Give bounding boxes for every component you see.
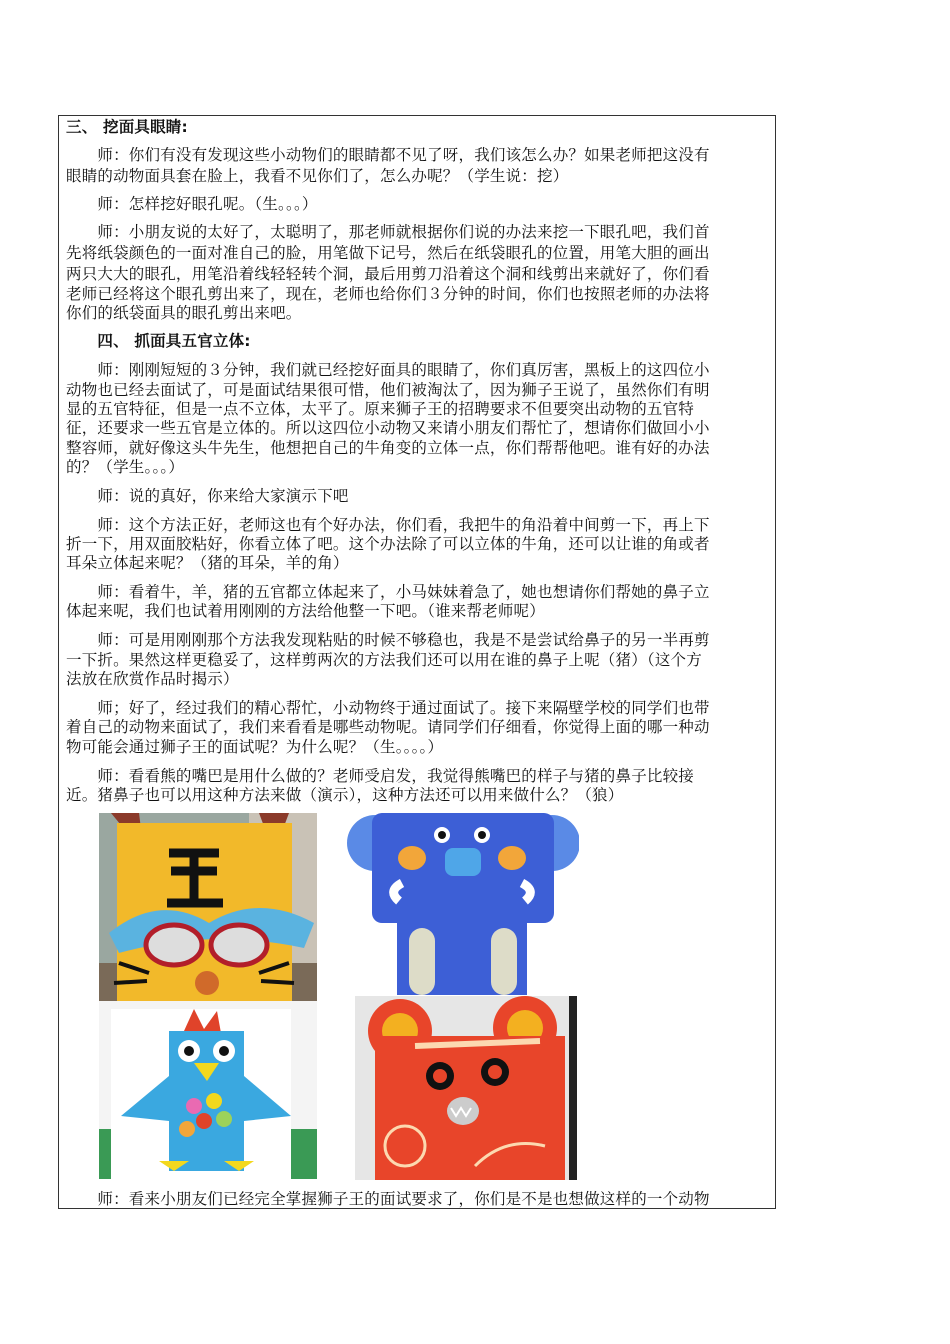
paragraph-line: 师：怎样挖好眼孔呢。（生。。。） bbox=[66, 195, 318, 213]
paragraph-line: 先将纸袋颜色的一面对准自己的脸，用笔做下记号，然后在纸袋眼孔的位置，用笔大胆的画出 bbox=[66, 244, 710, 262]
paragraph-line: 师：可是用刚刚那个方法我发现粘贴的时候不够稳也，我是不是尝试给鼻子的另一半再剪 bbox=[66, 631, 710, 649]
paragraph-line: 一下折。果然这样更稳妥了，这样剪两次的方法我们还可以用在谁的鼻子上呢（猪）（这个方 bbox=[66, 651, 702, 669]
elephant-mask-photo bbox=[347, 813, 579, 995]
paragraph-line: 耳朵立体起来呢？（猪的耳朵，羊的角） bbox=[66, 554, 349, 572]
paragraph-line: 师：刚刚短短的３分钟，我们就已经挖好面具的眼睛了，你们真厉害，黑板上的这四位小 bbox=[66, 361, 710, 379]
paragraph-line: 师：看看熊的嘴巴是用什么做的？老师受启发，我觉得熊嘴巴的样子与猪的鼻子比较接 bbox=[66, 767, 695, 785]
paragraph-line: 眼睛的动物面具套在脸上，我看不见你们了，怎么办呢？（学生说：挖） bbox=[66, 167, 569, 185]
paragraph-line: 两只大大的眼孔，用笔沿着线轻轻转个洞，最后用剪刀沿着这个洞和线剪出来就好了，你们看 bbox=[66, 265, 710, 283]
paragraph-line: 你们的纸袋面具的眼孔剪出来吧。 bbox=[66, 304, 302, 322]
paragraph-line: 师：看来小朋友们已经完全掌握狮子王的面试要求了，你们是不是也想做这样的一个动物 bbox=[66, 1190, 710, 1208]
paragraph-line: 物可能会通过狮子王的面试呢？为什么呢？（生。。。。） bbox=[66, 738, 444, 756]
paragraph-line: 师：你们有没有发现这些小动物们的眼睛都不见了呀，我们该怎么办？如果老师把这没有 bbox=[66, 146, 710, 164]
paragraph-line: 近。猪鼻子也可以用这种方法来做（演示），这种方法还可以用来做什么？（狼） bbox=[66, 786, 624, 804]
section-heading-4: 四、 抓面具五官立体: bbox=[66, 332, 251, 350]
bear-mask-photo bbox=[355, 996, 577, 1180]
paragraph-line: 整容师，就好像这头牛先生，他想把自己的牛角变的立体一点，你们帮帮他吧。谁有好的办法 bbox=[66, 439, 710, 457]
paragraph-line: 的？（学生。。。） bbox=[66, 458, 185, 476]
bird-mask-photo bbox=[99, 1001, 317, 1179]
paragraph-line: 折一下，用双面胶粘好，你看立体了吧。这个办法除了可以立体的牛角，还可以让谁的角或者 bbox=[66, 535, 710, 553]
paragraph-line: 动物也已经去面试了，可是面试结果很可惜，他们被淘汰了，因为狮子王说了，虽然你们有明 bbox=[66, 381, 710, 399]
paragraph-line: 征，还要求一些五官是立体的。所以这四位小动物又来请小朋友们帮忙了，想请你们做回小小 bbox=[66, 419, 710, 437]
paragraph-line: 法放在欣赏作品时揭示） bbox=[66, 670, 239, 688]
tiger-mask-photo bbox=[99, 813, 317, 1001]
paragraph-line: 师：这个方法正好，老师这也有个好办法，你们看，我把牛的角沿着中间剪一下，再上下 bbox=[66, 516, 710, 534]
paragraph-line: 着自己的动物来面试了，我们来看看是哪些动物呢。请同学们仔细看，你觉得上面的哪一种动 bbox=[66, 718, 710, 736]
paragraph-line: 体起来呢，我们也试着用刚刚的方法给他整一下吧。（谁来帮老师呢） bbox=[66, 602, 545, 620]
paragraph-line: 师；好了，经过我们的精心帮忙，小动物终于通过面试了。接下来隔壁学校的同学们也带 bbox=[66, 699, 710, 717]
paragraph-line: 老师已经将这个眼孔剪出来了，现在，老师也给你们３分钟的时间，你们也按照老师的办法将 bbox=[66, 285, 710, 303]
paragraph-line: 显的五官特征，但是一点不立体，太平了。原来狮子王的招聘要求不但要突出动物的五官特 bbox=[66, 400, 695, 418]
paragraph-line: 师：说的真好，你来给大家演示下吧 bbox=[66, 487, 349, 505]
paragraph-line: 师：小朋友说的太好了，太聪明了，那老师就根据你们说的办法来挖一下眼孔吧，我们首 bbox=[66, 223, 710, 241]
section-heading-3: 三、 挖面具眼睛: bbox=[66, 118, 188, 136]
paragraph-line: 师：看着牛，羊，猪的五官都立体起来了，小马妹妹着急了，她也想请你们帮她的鼻子立 bbox=[66, 583, 710, 601]
